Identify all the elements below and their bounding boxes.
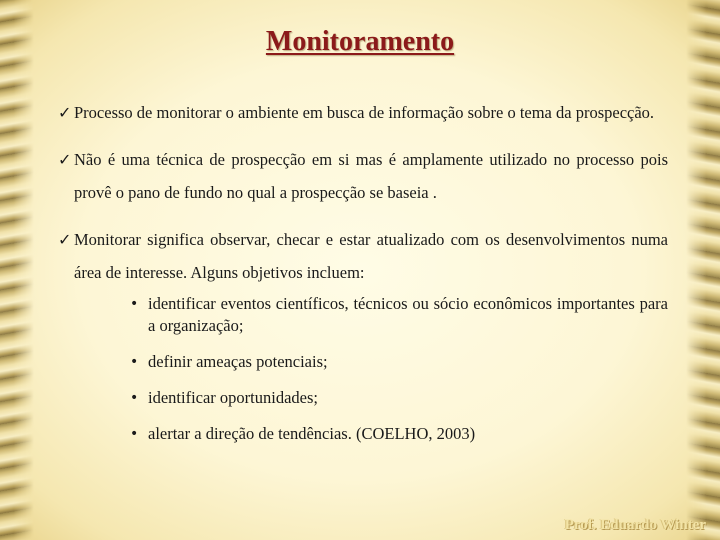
bullet-icon: • — [130, 354, 139, 370]
author-footer: Prof. Eduardo Winter — [564, 517, 706, 533]
list-item-text: identificar eventos científicos, técnicos ou sócio econômicos importantes para a organização; — [148, 294, 668, 335]
list-item — [130, 293, 668, 337]
checkmark-icon: ✓ — [58, 103, 72, 122]
bullet-icon: • — [130, 426, 139, 442]
check-point-1 — [58, 96, 668, 129]
point-text: Não é uma técnica de prospecção em si mas é amplamente utilizado no processo pois provê o pano de fundo no qual a prospecção se baseia . — [74, 150, 668, 202]
point-text: Monitorar significa observar, checar e estar atualizado com os desenvolvimentos numa área de interesse. Alguns objetivos incluem: — [74, 230, 668, 282]
list-item — [130, 351, 668, 373]
bullet-icon: • — [130, 390, 139, 406]
checkmark-icon: ✓ — [58, 230, 72, 249]
list-item-text: alertar a direção de tendências. (COELHO, 2003) — [148, 424, 476, 443]
check-point-2 — [58, 143, 668, 209]
bullet-icon: • — [130, 296, 139, 312]
slide-title: Monitoramento — [265, 26, 455, 57]
list-item-text: definir ameaças potenciais; — [148, 352, 328, 371]
checkmark-icon: ✓ — [58, 150, 72, 169]
parchment-right-edge — [686, 0, 720, 540]
list-item — [130, 423, 668, 445]
list-item-text: identificar oportunidades; — [148, 388, 318, 407]
slide-body — [58, 96, 668, 459]
parchment-left-edge — [0, 0, 34, 540]
check-point-3 — [58, 223, 668, 289]
objectives-list — [130, 293, 668, 445]
list-item — [130, 387, 668, 409]
point-text: Processo de monitorar o ambiente em busca de informação sobre o tema da prospecção. — [74, 103, 655, 122]
